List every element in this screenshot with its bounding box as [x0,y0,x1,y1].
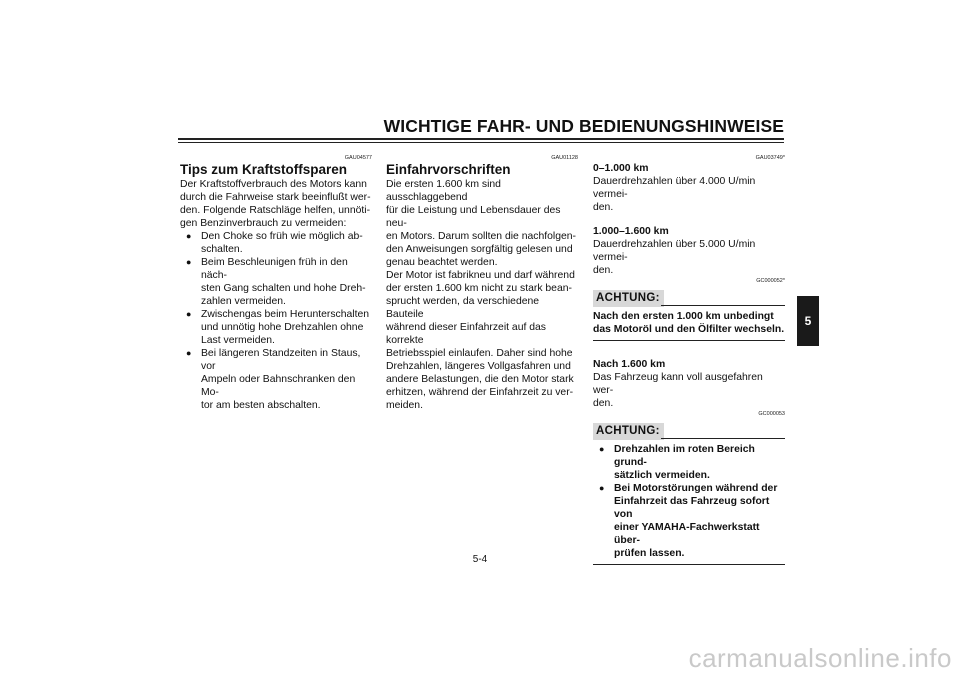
caution-text [593,443,785,565]
caution-text [593,310,785,341]
bullet-icon: ● [186,231,192,241]
header-rule-thick [178,138,784,140]
caution-label: ACHTUNG: [593,423,664,440]
page-header-title: WICHTIGE FAHR- UND BEDIENUNGSHINWEISE [383,116,784,136]
text-line: gen Benzinverbrauch zu vermeiden: [180,218,347,229]
text-line: tor am besten abschalten. [201,400,321,411]
list-item [180,308,372,347]
text-line: Betriebsspiel einlaufen. Daher sind hohe [386,348,573,359]
text-line: den. [593,265,614,276]
text-line: das Motoröl und den Ölfilter wechseln. [593,324,785,335]
section-title: Tips zum Kraftstoffsparen [180,162,348,177]
caution-rule [661,438,785,439]
section-code: GC000053 [758,411,785,417]
text-line: meiden. [386,400,423,411]
text-line: sprucht werden, da verschiedene Bauteile [386,296,540,320]
stage-heading: 1.000–1.600 km [593,226,669,237]
text-line: während dieser Einfahrzeit auf das korrekte [386,322,546,346]
text-line: einer YAMAHA-Fachwerkstatt über- [614,522,760,546]
text-line: Den Choke so früh wie möglich ab- [201,231,363,242]
stage-heading: Nach 1.600 km [593,359,666,370]
list-item [593,443,785,482]
list-item [180,347,372,412]
bullet-icon: ● [186,309,192,319]
bullet-icon: ● [186,348,192,358]
list-item [180,256,372,308]
text-line: Bei längeren Standzeiten in Staus, vor [201,348,361,372]
column-break-in [386,155,578,412]
text-line: Dauerdrehzahlen über 5.000 U/min vermei- [593,239,756,263]
intro-paragraph [180,178,372,230]
column-break-in-stages [593,155,785,565]
text-line: den. [593,398,614,409]
text-line: zahlen vermeiden. [201,296,286,307]
text-line: sten Gang schalten und hohe Dreh- [201,283,366,294]
text-line: sätzlich vermeiden. [614,470,710,481]
text-line: und unnötig hohe Drehzahlen ohne [201,322,364,333]
section-code: GAU01128 [551,155,578,161]
list-item [180,230,372,256]
caution-rule [661,305,785,306]
section-title: Einfahrvorschriften [386,162,511,177]
text-line: Die ersten 1.600 km sind ausschlaggebend [386,179,501,203]
text-line: Zwischengas beim Herunterschalten [201,309,370,320]
text-line: Einfahrzeit das Fahrzeug sofort von [614,496,770,520]
text-line: genau beachtet werden. [386,257,498,268]
text-line: Drehzahlen im roten Bereich grund- [614,444,755,468]
text-line: andere Belastungen, die den Motor stark [386,374,574,385]
caution-header [593,420,785,440]
text-line: den. Folgende Ratschläge helfen, unnöti- [180,205,371,216]
text-line: en Motors. Darum sollten die nachfolgen- [386,231,577,242]
text-line: erhitzen, während der Einfahrzeit zu ver- [386,387,574,398]
list-item [593,482,785,560]
text-line: Das Fahrzeug kann voll ausgefahren wer- [593,372,763,396]
text-line: Bei Motorstörungen während der [614,483,778,494]
text-line: Dauerdrehzahlen über 4.000 U/min vermei- [593,176,756,200]
section-code: GAU04577 [344,155,372,161]
text-line: Last vermeiden. [201,335,275,346]
text-line: Beim Beschleunigen früh in den näch- [201,257,348,281]
bullet-icon: ● [186,257,192,267]
text-line: Ampeln oder Bahnschranken den Mo- [201,374,356,398]
text-line: für die Leistung und Lebensdauer des neu- [386,205,561,229]
body-paragraph [386,178,578,412]
text-line: schalten. [201,244,243,255]
text-line: Nach den ersten 1.000 km unbedingt [593,311,774,322]
bullet-icon: ● [599,483,605,493]
chapter-tab: 5 [797,296,819,346]
caution-header [593,287,785,307]
column-fuel-saving [180,155,372,412]
text-line: durch die Fahrweise stark beeinflußt wer- [180,192,371,203]
page-number: 5-4 [472,554,488,565]
text-line: Der Kraftstoffverbrauch des Motors kann [180,179,367,190]
text-line: den Anweisungen sorgfältig gelesen und [386,244,573,255]
caution-label: ACHTUNG: [593,290,664,307]
text-line: der ersten 1.600 km nicht zu stark bean- [386,283,572,294]
text-line: Drehzahlen, längeres Vollgasfahren und [386,361,571,372]
stage-heading: 0–1.000 km [593,163,649,174]
watermark: carmanualsonline.info [688,643,952,673]
text-line: den. [593,202,614,213]
header-rule-thin [178,142,784,143]
section-code: GAU03749* [755,155,785,161]
bullet-icon: ● [599,444,605,454]
section-code: GC000052* [756,278,785,284]
text-line: prüfen lassen. [614,548,685,559]
text-line: Der Motor ist fabrikneu und darf während [386,270,575,281]
